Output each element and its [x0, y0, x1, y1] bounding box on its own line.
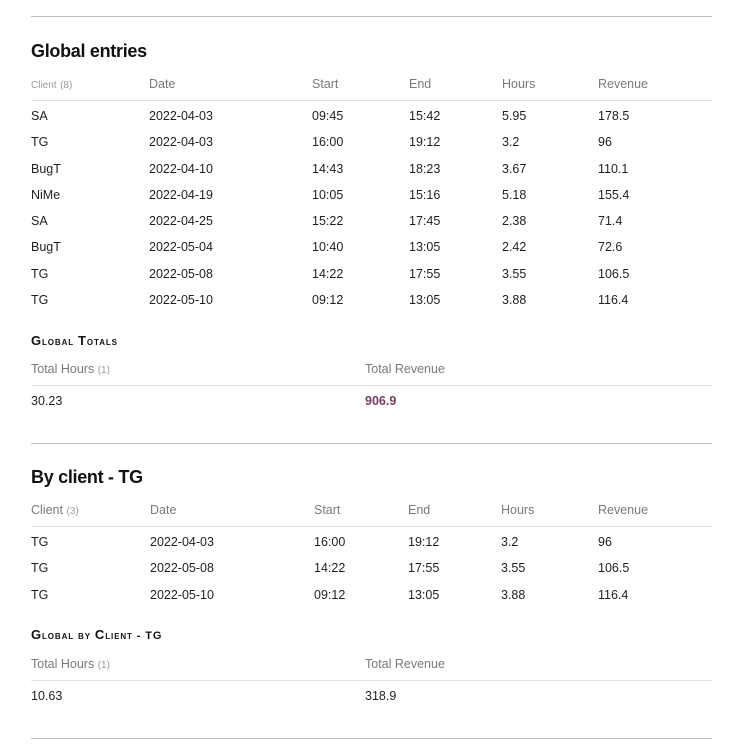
heading-part: lobal by: [42, 630, 95, 642]
column-header-end: End: [409, 77, 432, 91]
cell-date: 2022-04-19: [149, 187, 213, 202]
global-by-client-table: [31, 655, 712, 707]
section-divider: [31, 443, 712, 444]
table-row: [31, 285, 712, 311]
cell-end: 17:45: [409, 214, 441, 229]
table-row: [31, 259, 712, 285]
section-divider: [31, 16, 712, 17]
column-header-start: Start: [312, 77, 339, 91]
cell-hours: 3.2: [501, 535, 519, 549]
cell-start: 09:45: [312, 109, 344, 123]
cell-end: 15:42: [409, 109, 441, 123]
column-header-date: Date: [150, 503, 177, 517]
heading-initial: T: [78, 333, 87, 348]
cell-revenue: 155.4: [598, 187, 630, 202]
cell-hours: 5.95: [502, 109, 527, 123]
table-row: [31, 553, 712, 579]
cell-revenue: 71.4: [598, 214, 623, 229]
heading-part: lobal: [42, 336, 79, 348]
cell-end: 17:55: [408, 561, 440, 576]
column-label: Total Hours: [31, 657, 95, 671]
table-row: [31, 101, 712, 127]
cell-date: 2022-05-04: [149, 240, 213, 255]
cell-revenue: 96: [598, 535, 612, 549]
cell-end: 19:12: [409, 135, 441, 150]
by-client-table: [31, 501, 712, 606]
table-row: [31, 180, 712, 206]
column-header-end: End: [408, 503, 431, 517]
cell-hours: 3.88: [501, 587, 526, 602]
table-header: [31, 75, 712, 101]
table-row: [31, 527, 712, 553]
heading-part: lient - TG: [105, 630, 163, 642]
cell-end: 15:16: [409, 187, 441, 202]
cell-date: 2022-05-08: [150, 561, 214, 576]
table-row: [31, 580, 712, 606]
column-header-hours: Hours: [501, 503, 535, 517]
cell-client: TG: [31, 561, 49, 576]
cell-revenue: 116.4: [598, 293, 629, 308]
global-entries-table: [31, 75, 712, 311]
cell-start: 14:43: [312, 161, 344, 176]
cell-hours: 3.88: [502, 293, 527, 308]
cell-date: 2022-04-25: [149, 214, 213, 229]
cell-client: TG: [31, 587, 49, 602]
cell-date: 2022-04-10: [149, 161, 213, 176]
cell-revenue: 106.5: [598, 266, 630, 281]
table-row: [31, 154, 712, 180]
global-totals-heading: [31, 333, 118, 348]
cell-date: 2022-04-03: [149, 135, 213, 150]
cell-date: 2022-05-10: [149, 293, 213, 308]
heading-initial: G: [31, 333, 43, 348]
cell-hours: 3.55: [502, 266, 527, 281]
cell-end: 13:05: [408, 587, 440, 602]
cell-end: 13:05: [409, 293, 441, 308]
table-row: [31, 386, 712, 412]
table-header: [31, 501, 712, 527]
cell-start: 09:12: [312, 293, 344, 308]
cell-hours: 3.67: [502, 161, 527, 176]
column-label: Total Hours: [31, 362, 95, 376]
cell-client: SA: [31, 109, 48, 123]
cell-start: 14:22: [312, 266, 344, 281]
cell-end: 13:05: [409, 240, 441, 255]
column-header-revenue: Revenue: [598, 77, 649, 91]
table-header: [31, 655, 712, 681]
cell-date: 2022-04-03: [150, 535, 214, 549]
cell-hours: 2.42: [502, 240, 527, 255]
column-header-total-revenue: Total Revenue: [365, 657, 445, 671]
cell-revenue: 96: [598, 135, 612, 150]
cell-hours: 3.2: [502, 135, 520, 150]
cell-revenue: 106.5: [598, 561, 630, 576]
cell-start: 10:05: [312, 187, 344, 202]
cell-revenue: 116.4: [598, 587, 629, 602]
cell-revenue: 110.1: [598, 161, 629, 176]
cell-end: 19:12: [408, 535, 440, 549]
table-body: [31, 527, 712, 606]
cell-start: 15:22: [312, 214, 344, 229]
section-divider: [31, 738, 712, 739]
cell-client: TG: [31, 293, 49, 308]
heading-part: otals: [86, 336, 118, 348]
cell-revenue: 178.5: [598, 109, 630, 123]
column-header-revenue: Revenue: [598, 503, 649, 517]
column-header-total-hours: [31, 361, 110, 379]
table-row: [31, 681, 712, 707]
hours-count: (1): [97, 365, 110, 376]
cell-start: 16:00: [312, 135, 344, 150]
cell-hours: 3.55: [501, 561, 526, 576]
cell-start: 16:00: [314, 535, 346, 549]
cell-date: 2022-05-10: [150, 587, 214, 602]
column-header-date: Date: [149, 77, 176, 91]
cell-client: SA: [31, 214, 48, 229]
cell-end: 18:23: [409, 161, 441, 176]
total-revenue-value: 906.9: [365, 394, 397, 408]
cell-client: NiMe: [31, 187, 61, 202]
cell-start: 09:12: [314, 587, 346, 602]
total-hours-value: 10.63: [31, 689, 63, 703]
column-header-total-revenue: Total Revenue: [365, 362, 445, 376]
global-by-client-heading: [31, 627, 162, 642]
column-header-total-hours: [31, 656, 110, 674]
column-label: Client: [31, 80, 57, 91]
cell-client: BugT: [31, 161, 61, 176]
column-header-client: [31, 76, 72, 94]
cell-end: 17:55: [409, 266, 441, 281]
cell-revenue: 72.6: [598, 240, 623, 255]
cell-start: 14:22: [314, 561, 346, 576]
cell-hours: 5.18: [502, 187, 527, 202]
total-revenue-value: 318.9: [365, 689, 397, 703]
global-totals-table: [31, 360, 712, 412]
by-client-heading: By client - TG: [31, 467, 143, 487]
total-hours-value: 30.23: [31, 394, 63, 408]
cell-client: TG: [31, 266, 49, 281]
cell-client: TG: [31, 535, 49, 549]
client-count: (3): [66, 506, 79, 517]
cell-client: TG: [31, 135, 49, 150]
hours-count: (1): [97, 660, 110, 671]
heading-initial: C: [94, 627, 106, 642]
column-header-start: Start: [314, 503, 341, 517]
table-header: [31, 360, 712, 386]
cell-client: BugT: [31, 240, 61, 255]
client-count: (8): [60, 80, 73, 91]
column-header-client: [31, 502, 79, 520]
column-header-hours: Hours: [502, 77, 536, 91]
cell-start: 10:40: [312, 240, 344, 255]
table-body: [31, 101, 712, 311]
table-row: [31, 206, 712, 232]
table-row: [31, 127, 712, 153]
table-row: [31, 232, 712, 258]
cell-date: 2022-04-03: [149, 109, 213, 123]
column-label: Client: [31, 503, 63, 517]
cell-hours: 2.38: [502, 214, 527, 229]
heading-initial: G: [31, 627, 43, 642]
global-entries-heading: Global entries: [31, 41, 147, 61]
cell-date: 2022-05-08: [149, 266, 213, 281]
